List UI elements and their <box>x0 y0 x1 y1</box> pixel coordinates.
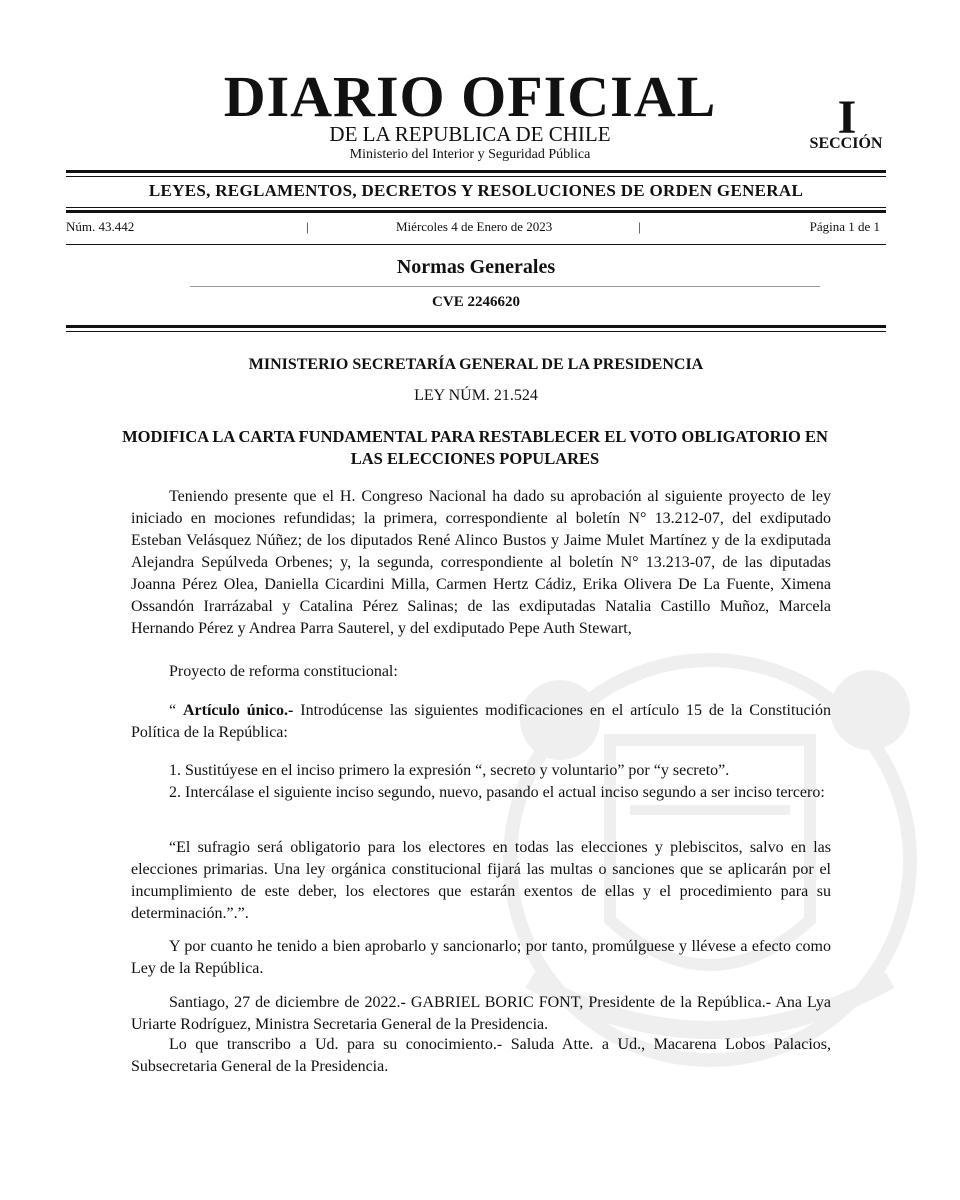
header-rule-top-thin <box>66 176 886 177</box>
quoted-inciso: “El sufragio será obligatorio para los electores en todas las elecciones y plebiscitos, salvo en las elecciones primarias. Una ley orgánica constitucional fijará las multas o sanciones que se aplicarán por el incumplimiento de este deber, los electores que estarán exentos de ellas y el procedimiento para su determinación.”.”. <box>131 839 831 922</box>
header-rule-top <box>66 170 886 173</box>
cve-code: CVE 2246620 <box>432 294 520 310</box>
article-text: Introdúcense las siguientes modificaciones en el artículo 15 de la Constitución Política de la República: <box>131 702 831 741</box>
ministry-heading: MINISTERIO SECRETARÍA GENERAL DE LA PRESIDENCIA <box>248 356 704 373</box>
closing-paragraph: Lo que transcribo a Ud. para su conocimiento.- Saluda Atte. a Ud., Macarena Lobos Palacios, Subsecretaria General de la Presidencia. <box>131 1036 831 1075</box>
article-heading: Artículo único.- <box>182 702 294 719</box>
issue-rule <box>66 244 886 245</box>
issue-info-row <box>66 219 886 237</box>
category-rule <box>190 286 820 287</box>
article-open-quote: “ <box>169 702 183 719</box>
newspaper-ministry: Ministerio del Interior y Seguridad Pública <box>349 147 591 162</box>
issue-separator: | <box>306 219 309 234</box>
issue-number: Núm. 43.442 <box>66 219 135 234</box>
preamble-paragraph: Teniendo presente que el H. Congreso Nacional ha dado su aprobación al siguiente proyecto de ley iniciado en mociones refundidas; la primera, correspondiente al boletín N° 13.212-07, del exdiputado Esteban Velásquez Núñez; de los diputados René Alinco Bustos y Jaime Mulet Martínez y de la exdiputada Alejandra Sepúlveda Orbenes; y, la segunda, correspondiente al boletín N° 13.213-07, de las diputadas Joanna Pérez Olea, Daniella Cicardini Milla, Carmen Hertz Cádiz, Erika Olivera De La Fuente, Ximena Ossandón Irarrázabal y Catalina Pérez Salinas; de las exdiputadas Natalia Castillo Muñoz, Marcela Hernando Pérez y Andrea Parra Sauterel, y del exdiputado Pepe Auth Stewart, <box>131 488 831 637</box>
project-label: Proyecto de reforma constitucional: <box>169 663 398 680</box>
newspaper-subtitle: DE LA REPUBLICA DE CHILE <box>329 122 611 146</box>
section-label: SECCIÓN <box>809 135 883 152</box>
banner-rule <box>66 207 886 208</box>
law-number: LEY NÚM. 21.524 <box>414 387 538 404</box>
document-rule-thin <box>66 331 886 332</box>
modification-item-2: 2. Intercálase el siguiente inciso segundo, nuevo, pasando el actual inciso segundo a ser inciso tercero: <box>169 784 825 801</box>
modification-item-1: 1. Sustitúyese en el inciso primero la expresión “, secreto y voluntario” por “y secreto”. <box>169 762 730 779</box>
issue-separator: | <box>638 219 641 234</box>
section-banner: LEYES, REGLAMENTOS, DECRETOS Y RESOLUCIONES DE ORDEN GENERAL <box>148 181 804 200</box>
document-rule-top <box>66 325 886 328</box>
issue-date: Miércoles 4 de Enero de 2023 <box>396 219 553 234</box>
article-paragraph <box>131 700 831 744</box>
section-number: I <box>837 91 857 144</box>
newspaper-title: DIARIO OFICIAL <box>223 64 717 129</box>
signature-paragraph: Santiago, 27 de diciembre de 2022.- GABRIEL BORIC FONT, Presidente de la República.- Ana Lya Uriarte Rodríguez, Ministra Secretaria General de la Presidencia. <box>131 994 831 1033</box>
banner-rule-thick <box>66 210 886 213</box>
category-heading: Normas Generales <box>396 256 556 278</box>
issue-page: Página 1 de 1 <box>809 219 880 234</box>
promulgation-paragraph: Y por cuanto he tenido a bien aprobarlo y sancionarlo; por tanto, promúlguese y llévese a efecto como Ley de la República. <box>131 938 831 977</box>
law-title: MODIFICA LA CARTA FUNDAMENTAL PARA RESTABLECER EL VOTO OBLIGATORIO EN LAS ELECCIONES POPULARES <box>122 427 828 468</box>
